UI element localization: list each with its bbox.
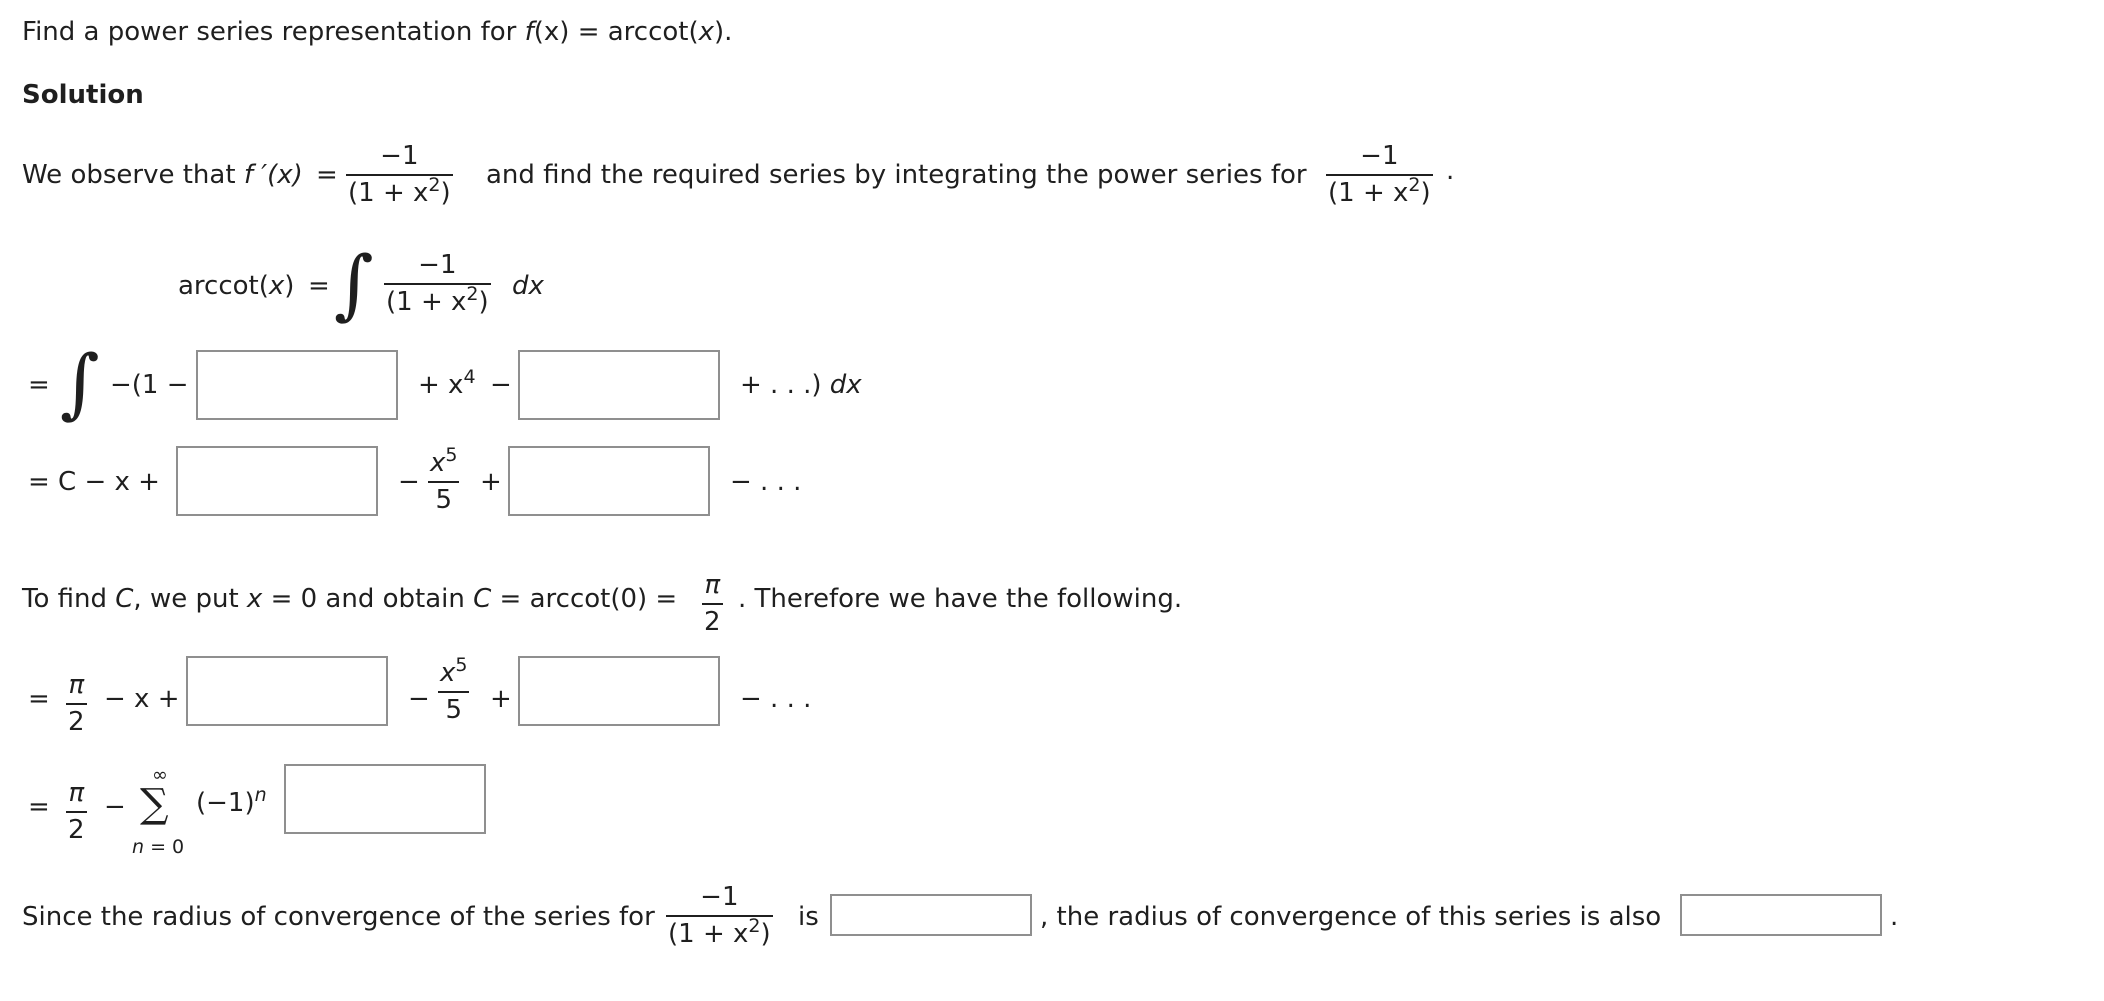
answer-input-line4-term3[interactable]: [508, 446, 710, 516]
fraction-denominator: 5: [435, 485, 453, 515]
dx-label: dx: [512, 271, 544, 301]
x4-term: + $x^4$: [418, 366, 476, 400]
minus-sign: −: [408, 684, 430, 714]
fraction-denominator: $(1 + x^2)$: [348, 174, 451, 208]
constant-term: = C − x +: [28, 467, 160, 497]
sum-lower-limit: n = 0: [132, 836, 185, 858]
ellipsis: − . . .: [740, 684, 812, 714]
is-label: is: [798, 902, 819, 932]
fraction-denominator: $(1 + x^2)$: [668, 915, 771, 949]
minus-x-plus: − x +: [104, 684, 180, 714]
fraction-denominator: 2: [68, 707, 85, 737]
fraction-denominator: 5: [445, 695, 463, 725]
observe-text: We observe that f ′(x): [22, 160, 303, 190]
answer-input-line6-term1[interactable]: [186, 656, 388, 726]
equals-sign: =: [28, 370, 50, 400]
series-close: + . . .) dx: [740, 370, 862, 400]
fraction-pi-over-2: [66, 672, 87, 735]
radius-text: Since the radius of convergence of the series for: [22, 902, 655, 932]
series-open: −(1 −: [110, 370, 189, 400]
ellipsis: − . . .: [730, 467, 802, 497]
plus-sign: +: [490, 684, 512, 714]
answer-input-line3-term2[interactable]: [196, 350, 398, 420]
answer-input-line3-term4[interactable]: [518, 350, 720, 420]
fraction-numerator: π: [68, 670, 85, 700]
answer-input-radius-new[interactable]: [1680, 894, 1882, 936]
fraction-series: [666, 884, 773, 947]
minus-sign: −: [490, 370, 512, 400]
period: .: [1446, 156, 1455, 186]
fraction-pi-over-2: [66, 780, 87, 843]
plus-sign: +: [480, 467, 502, 497]
fraction-numerator: π: [704, 570, 721, 600]
alternating-factor: $(-1)^n$: [196, 784, 267, 818]
fraction-denominator: $(1 + x^2)$: [386, 283, 489, 317]
arccot-lhs: arccot(x): [178, 271, 295, 301]
answer-input-line4-term1[interactable]: [176, 446, 378, 516]
problem-statement: Find a power series representation for f(x) = arccot(x).: [22, 17, 733, 47]
summation-sign: ∑: [140, 781, 169, 827]
minus-sign: −: [104, 792, 126, 822]
fraction-denominator: $(1 + x^2)$: [1328, 174, 1431, 208]
sum-upper-limit: ∞: [152, 764, 168, 786]
find-c-text: To find C, we put x = 0 and obtain C = arccot(0) =: [22, 584, 678, 614]
equals-sign: =: [308, 271, 330, 301]
fraction-denominator: 2: [704, 607, 721, 637]
therefore-text: . Therefore we have the following.: [738, 584, 1183, 614]
integration-explanation: and find the required series by integrating the power series for: [486, 160, 1307, 190]
fraction-numerator: −1: [418, 250, 457, 280]
fraction-x5-over-5: [438, 654, 469, 725]
fraction-numerator: −1: [700, 882, 739, 912]
fraction-integrand: [384, 252, 491, 315]
fraction-numerator: $x^5$: [430, 444, 458, 478]
equals-sign: =: [28, 792, 50, 822]
equals-sign: =: [316, 160, 338, 190]
fraction-numerator: π: [68, 778, 85, 808]
fraction-numerator: $x^5$: [440, 654, 468, 688]
fraction-derivative: [346, 143, 453, 206]
fraction-numerator: −1: [380, 141, 419, 171]
fraction-series: [1326, 143, 1433, 206]
minus-sign: −: [398, 467, 420, 497]
integral-sign: ∫: [334, 239, 374, 328]
radius-also-text: , the radius of convergence of this series is also: [1040, 902, 1662, 932]
integral-sign: ∫: [60, 338, 100, 427]
answer-input-line6-term3[interactable]: [518, 656, 720, 726]
answer-input-radius-original[interactable]: [830, 894, 1032, 936]
fraction-numerator: −1: [1360, 141, 1399, 171]
fraction-x5-over-5: [428, 444, 459, 515]
equals-sign: =: [28, 684, 50, 714]
answer-input-sum-term[interactable]: [284, 764, 486, 834]
period: .: [1890, 902, 1899, 932]
fraction-denominator: 2: [68, 815, 85, 845]
fraction-pi-over-2: [702, 572, 723, 635]
solution-heading: Solution: [22, 80, 144, 110]
